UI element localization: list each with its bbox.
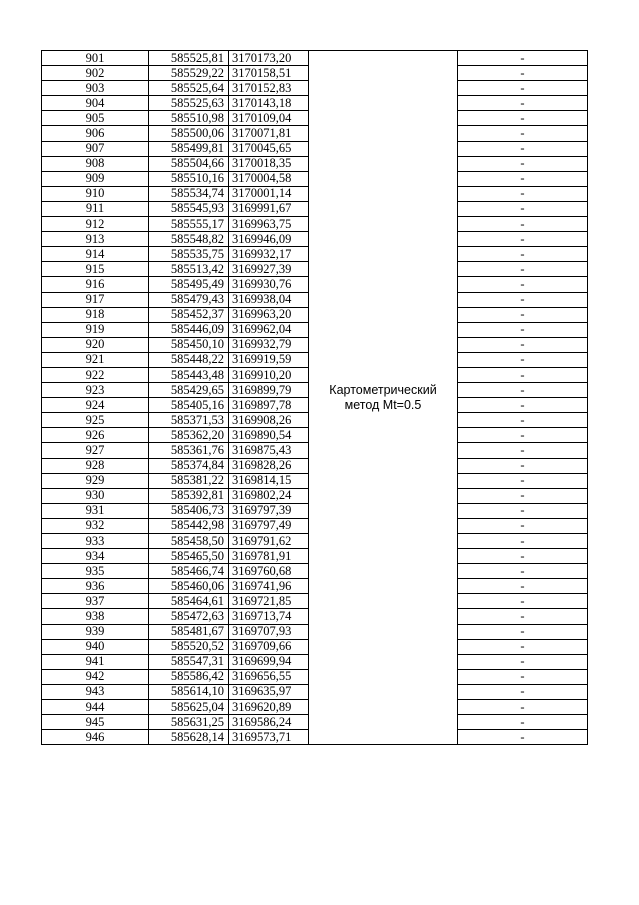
y-coordinate-cell: 3169802,24 [229, 488, 309, 503]
y-coordinate-cell: 3170158,51 [229, 66, 309, 81]
error-cell: - [458, 66, 588, 81]
y-coordinate-cell: 3169791,62 [229, 534, 309, 549]
x-coordinate-cell: 585479,43 [149, 292, 229, 307]
y-coordinate-cell: 3169635,97 [229, 684, 309, 699]
point-number-cell: 903 [42, 81, 149, 96]
error-cell: - [458, 488, 588, 503]
point-number-cell: 918 [42, 307, 149, 322]
y-coordinate-cell: 3169709,66 [229, 639, 309, 654]
x-coordinate-cell: 585448,22 [149, 352, 229, 367]
x-coordinate-cell: 585446,09 [149, 322, 229, 337]
point-number-cell: 931 [42, 503, 149, 518]
error-cell: - [458, 262, 588, 277]
error-cell: - [458, 337, 588, 352]
method-cell [309, 51, 458, 745]
x-coordinate-cell: 585631,25 [149, 715, 229, 730]
x-coordinate-cell: 585495,49 [149, 277, 229, 292]
x-coordinate-cell: 585545,93 [149, 201, 229, 216]
error-cell: - [458, 307, 588, 322]
error-cell: - [458, 398, 588, 413]
x-coordinate-cell: 585525,81 [149, 51, 229, 66]
y-coordinate-cell: 3169875,43 [229, 443, 309, 458]
x-coordinate-cell: 585520,52 [149, 639, 229, 654]
x-coordinate-cell: 585464,61 [149, 594, 229, 609]
error-cell: - [458, 594, 588, 609]
point-number-cell: 932 [42, 518, 149, 533]
x-coordinate-cell: 585481,67 [149, 624, 229, 639]
x-coordinate-cell: 585499,81 [149, 141, 229, 156]
error-cell: - [458, 96, 588, 111]
error-cell: - [458, 549, 588, 564]
x-coordinate-cell: 585625,04 [149, 700, 229, 715]
y-coordinate-cell: 3169797,39 [229, 503, 309, 518]
x-coordinate-cell: 585628,14 [149, 730, 229, 745]
x-coordinate-cell: 585442,98 [149, 518, 229, 533]
point-number-cell: 911 [42, 201, 149, 216]
x-coordinate-cell: 585504,66 [149, 156, 229, 171]
point-number-cell: 926 [42, 428, 149, 443]
y-coordinate-cell: 3169586,24 [229, 715, 309, 730]
y-coordinate-cell: 3170152,83 [229, 81, 309, 96]
y-coordinate-cell: 3170143,18 [229, 96, 309, 111]
point-number-cell: 912 [42, 217, 149, 232]
error-cell: - [458, 367, 588, 382]
y-coordinate-cell: 3169721,85 [229, 594, 309, 609]
point-number-cell: 910 [42, 186, 149, 201]
error-cell: - [458, 156, 588, 171]
point-number-cell: 906 [42, 126, 149, 141]
y-coordinate-cell: 3169991,67 [229, 201, 309, 216]
y-coordinate-cell: 3170001,14 [229, 186, 309, 201]
y-coordinate-cell: 3169946,09 [229, 232, 309, 247]
point-number-cell: 933 [42, 534, 149, 549]
x-coordinate-cell: 585529,22 [149, 66, 229, 81]
error-cell: - [458, 111, 588, 126]
point-number-cell: 940 [42, 639, 149, 654]
y-coordinate-cell: 3170018,35 [229, 156, 309, 171]
y-coordinate-cell: 3169932,17 [229, 247, 309, 262]
error-cell: - [458, 171, 588, 186]
error-cell: - [458, 624, 588, 639]
y-coordinate-cell: 3169919,59 [229, 352, 309, 367]
x-coordinate-cell: 585450,10 [149, 337, 229, 352]
x-coordinate-cell: 585510,98 [149, 111, 229, 126]
y-coordinate-cell: 3169656,55 [229, 669, 309, 684]
x-coordinate-cell: 585405,16 [149, 398, 229, 413]
point-number-cell: 941 [42, 654, 149, 669]
error-cell: - [458, 639, 588, 654]
point-number-cell: 945 [42, 715, 149, 730]
point-number-cell: 944 [42, 700, 149, 715]
point-number-cell: 925 [42, 413, 149, 428]
y-coordinate-cell: 3169938,04 [229, 292, 309, 307]
error-cell: - [458, 534, 588, 549]
y-coordinate-cell: 3170004,58 [229, 171, 309, 186]
point-number-cell: 942 [42, 669, 149, 684]
x-coordinate-cell: 585458,50 [149, 534, 229, 549]
point-number-cell: 937 [42, 594, 149, 609]
y-coordinate-cell: 3169713,74 [229, 609, 309, 624]
y-coordinate-cell: 3169828,26 [229, 458, 309, 473]
error-cell: - [458, 292, 588, 307]
y-coordinate-cell: 3169963,20 [229, 307, 309, 322]
y-coordinate-cell: 3169741,96 [229, 579, 309, 594]
point-number-cell: 917 [42, 292, 149, 307]
x-coordinate-cell: 585460,06 [149, 579, 229, 594]
x-coordinate-cell: 585361,76 [149, 443, 229, 458]
point-number-cell: 919 [42, 322, 149, 337]
x-coordinate-cell: 585406,73 [149, 503, 229, 518]
x-coordinate-cell: 585374,84 [149, 458, 229, 473]
error-cell: - [458, 81, 588, 96]
point-number-cell: 946 [42, 730, 149, 745]
error-cell: - [458, 684, 588, 699]
error-cell: - [458, 322, 588, 337]
y-coordinate-cell: 3169797,49 [229, 518, 309, 533]
point-number-cell: 922 [42, 367, 149, 382]
x-coordinate-cell: 585555,17 [149, 217, 229, 232]
point-number-cell: 943 [42, 684, 149, 699]
error-cell: - [458, 503, 588, 518]
y-coordinate-cell: 3169927,39 [229, 262, 309, 277]
error-cell: - [458, 217, 588, 232]
x-coordinate-cell: 585525,64 [149, 81, 229, 96]
y-coordinate-cell: 3169707,93 [229, 624, 309, 639]
point-number-cell: 905 [42, 111, 149, 126]
y-coordinate-cell: 3169963,75 [229, 217, 309, 232]
x-coordinate-cell: 585535,75 [149, 247, 229, 262]
point-number-cell: 901 [42, 51, 149, 66]
x-coordinate-cell: 585392,81 [149, 488, 229, 503]
error-cell: - [458, 518, 588, 533]
error-cell: - [458, 458, 588, 473]
error-cell: - [458, 564, 588, 579]
y-coordinate-cell: 3169814,15 [229, 473, 309, 488]
error-cell: - [458, 383, 588, 398]
y-coordinate-cell: 3169781,91 [229, 549, 309, 564]
point-number-cell: 904 [42, 96, 149, 111]
point-number-cell: 935 [42, 564, 149, 579]
x-coordinate-cell: 585547,31 [149, 654, 229, 669]
y-coordinate-cell: 3170173,20 [229, 51, 309, 66]
point-number-cell: 909 [42, 171, 149, 186]
y-coordinate-cell: 3169908,26 [229, 413, 309, 428]
error-cell: - [458, 473, 588, 488]
point-number-cell: 936 [42, 579, 149, 594]
error-cell: - [458, 669, 588, 684]
y-coordinate-cell: 3169699,94 [229, 654, 309, 669]
x-coordinate-cell: 585429,65 [149, 383, 229, 398]
x-coordinate-cell: 585472,63 [149, 609, 229, 624]
error-cell: - [458, 141, 588, 156]
x-coordinate-cell: 585548,82 [149, 232, 229, 247]
point-number-cell: 913 [42, 232, 149, 247]
y-coordinate-cell: 3169910,20 [229, 367, 309, 382]
error-cell: - [458, 247, 588, 262]
error-cell: - [458, 428, 588, 443]
x-coordinate-cell: 585510,16 [149, 171, 229, 186]
point-number-cell: 939 [42, 624, 149, 639]
error-cell: - [458, 232, 588, 247]
coordinates-table [41, 50, 588, 745]
y-coordinate-cell: 3169932,79 [229, 337, 309, 352]
y-coordinate-cell: 3169899,79 [229, 383, 309, 398]
point-number-cell: 924 [42, 398, 149, 413]
y-coordinate-cell: 3169760,68 [229, 564, 309, 579]
point-number-cell: 920 [42, 337, 149, 352]
error-cell: - [458, 730, 588, 745]
point-number-cell: 934 [42, 549, 149, 564]
error-cell: - [458, 186, 588, 201]
error-cell: - [458, 700, 588, 715]
error-cell: - [458, 126, 588, 141]
method-name: Картометрический [329, 382, 437, 397]
y-coordinate-cell: 3169962,04 [229, 322, 309, 337]
x-coordinate-cell: 585371,53 [149, 413, 229, 428]
error-cell: - [458, 201, 588, 216]
y-coordinate-cell: 3169930,76 [229, 277, 309, 292]
x-coordinate-cell: 585443,48 [149, 367, 229, 382]
error-cell: - [458, 277, 588, 292]
error-cell: - [458, 352, 588, 367]
x-coordinate-cell: 585614,10 [149, 684, 229, 699]
point-number-cell: 915 [42, 262, 149, 277]
x-coordinate-cell: 585381,22 [149, 473, 229, 488]
error-cell: - [458, 443, 588, 458]
error-cell: - [458, 51, 588, 66]
point-number-cell: 907 [42, 141, 149, 156]
error-cell: - [458, 413, 588, 428]
error-cell: - [458, 609, 588, 624]
y-coordinate-cell: 3170045,65 [229, 141, 309, 156]
y-coordinate-cell: 3170071,81 [229, 126, 309, 141]
x-coordinate-cell: 585465,50 [149, 549, 229, 564]
point-number-cell: 928 [42, 458, 149, 473]
point-number-cell: 902 [42, 66, 149, 81]
point-number-cell: 914 [42, 247, 149, 262]
y-coordinate-cell: 3169620,89 [229, 700, 309, 715]
point-number-cell: 923 [42, 383, 149, 398]
x-coordinate-cell: 585586,42 [149, 669, 229, 684]
x-coordinate-cell: 585362,20 [149, 428, 229, 443]
point-number-cell: 930 [42, 488, 149, 503]
table-row [42, 51, 588, 66]
x-coordinate-cell: 585513,42 [149, 262, 229, 277]
point-number-cell: 908 [42, 156, 149, 171]
error-cell: - [458, 715, 588, 730]
y-coordinate-cell: 3169897,78 [229, 398, 309, 413]
x-coordinate-cell: 585525,63 [149, 96, 229, 111]
x-coordinate-cell: 585466,74 [149, 564, 229, 579]
y-coordinate-cell: 3170109,04 [229, 111, 309, 126]
x-coordinate-cell: 585534,74 [149, 186, 229, 201]
method-accuracy: метод Mt=0.5 [344, 397, 422, 412]
x-coordinate-cell: 585452,37 [149, 307, 229, 322]
error-cell: - [458, 654, 588, 669]
x-coordinate-cell: 585500,06 [149, 126, 229, 141]
y-coordinate-cell: 3169573,71 [229, 730, 309, 745]
point-number-cell: 929 [42, 473, 149, 488]
coordinates-table-body [42, 51, 588, 745]
point-number-cell: 927 [42, 443, 149, 458]
point-number-cell: 938 [42, 609, 149, 624]
point-number-cell: 916 [42, 277, 149, 292]
error-cell: - [458, 579, 588, 594]
y-coordinate-cell: 3169890,54 [229, 428, 309, 443]
point-number-cell: 921 [42, 352, 149, 367]
